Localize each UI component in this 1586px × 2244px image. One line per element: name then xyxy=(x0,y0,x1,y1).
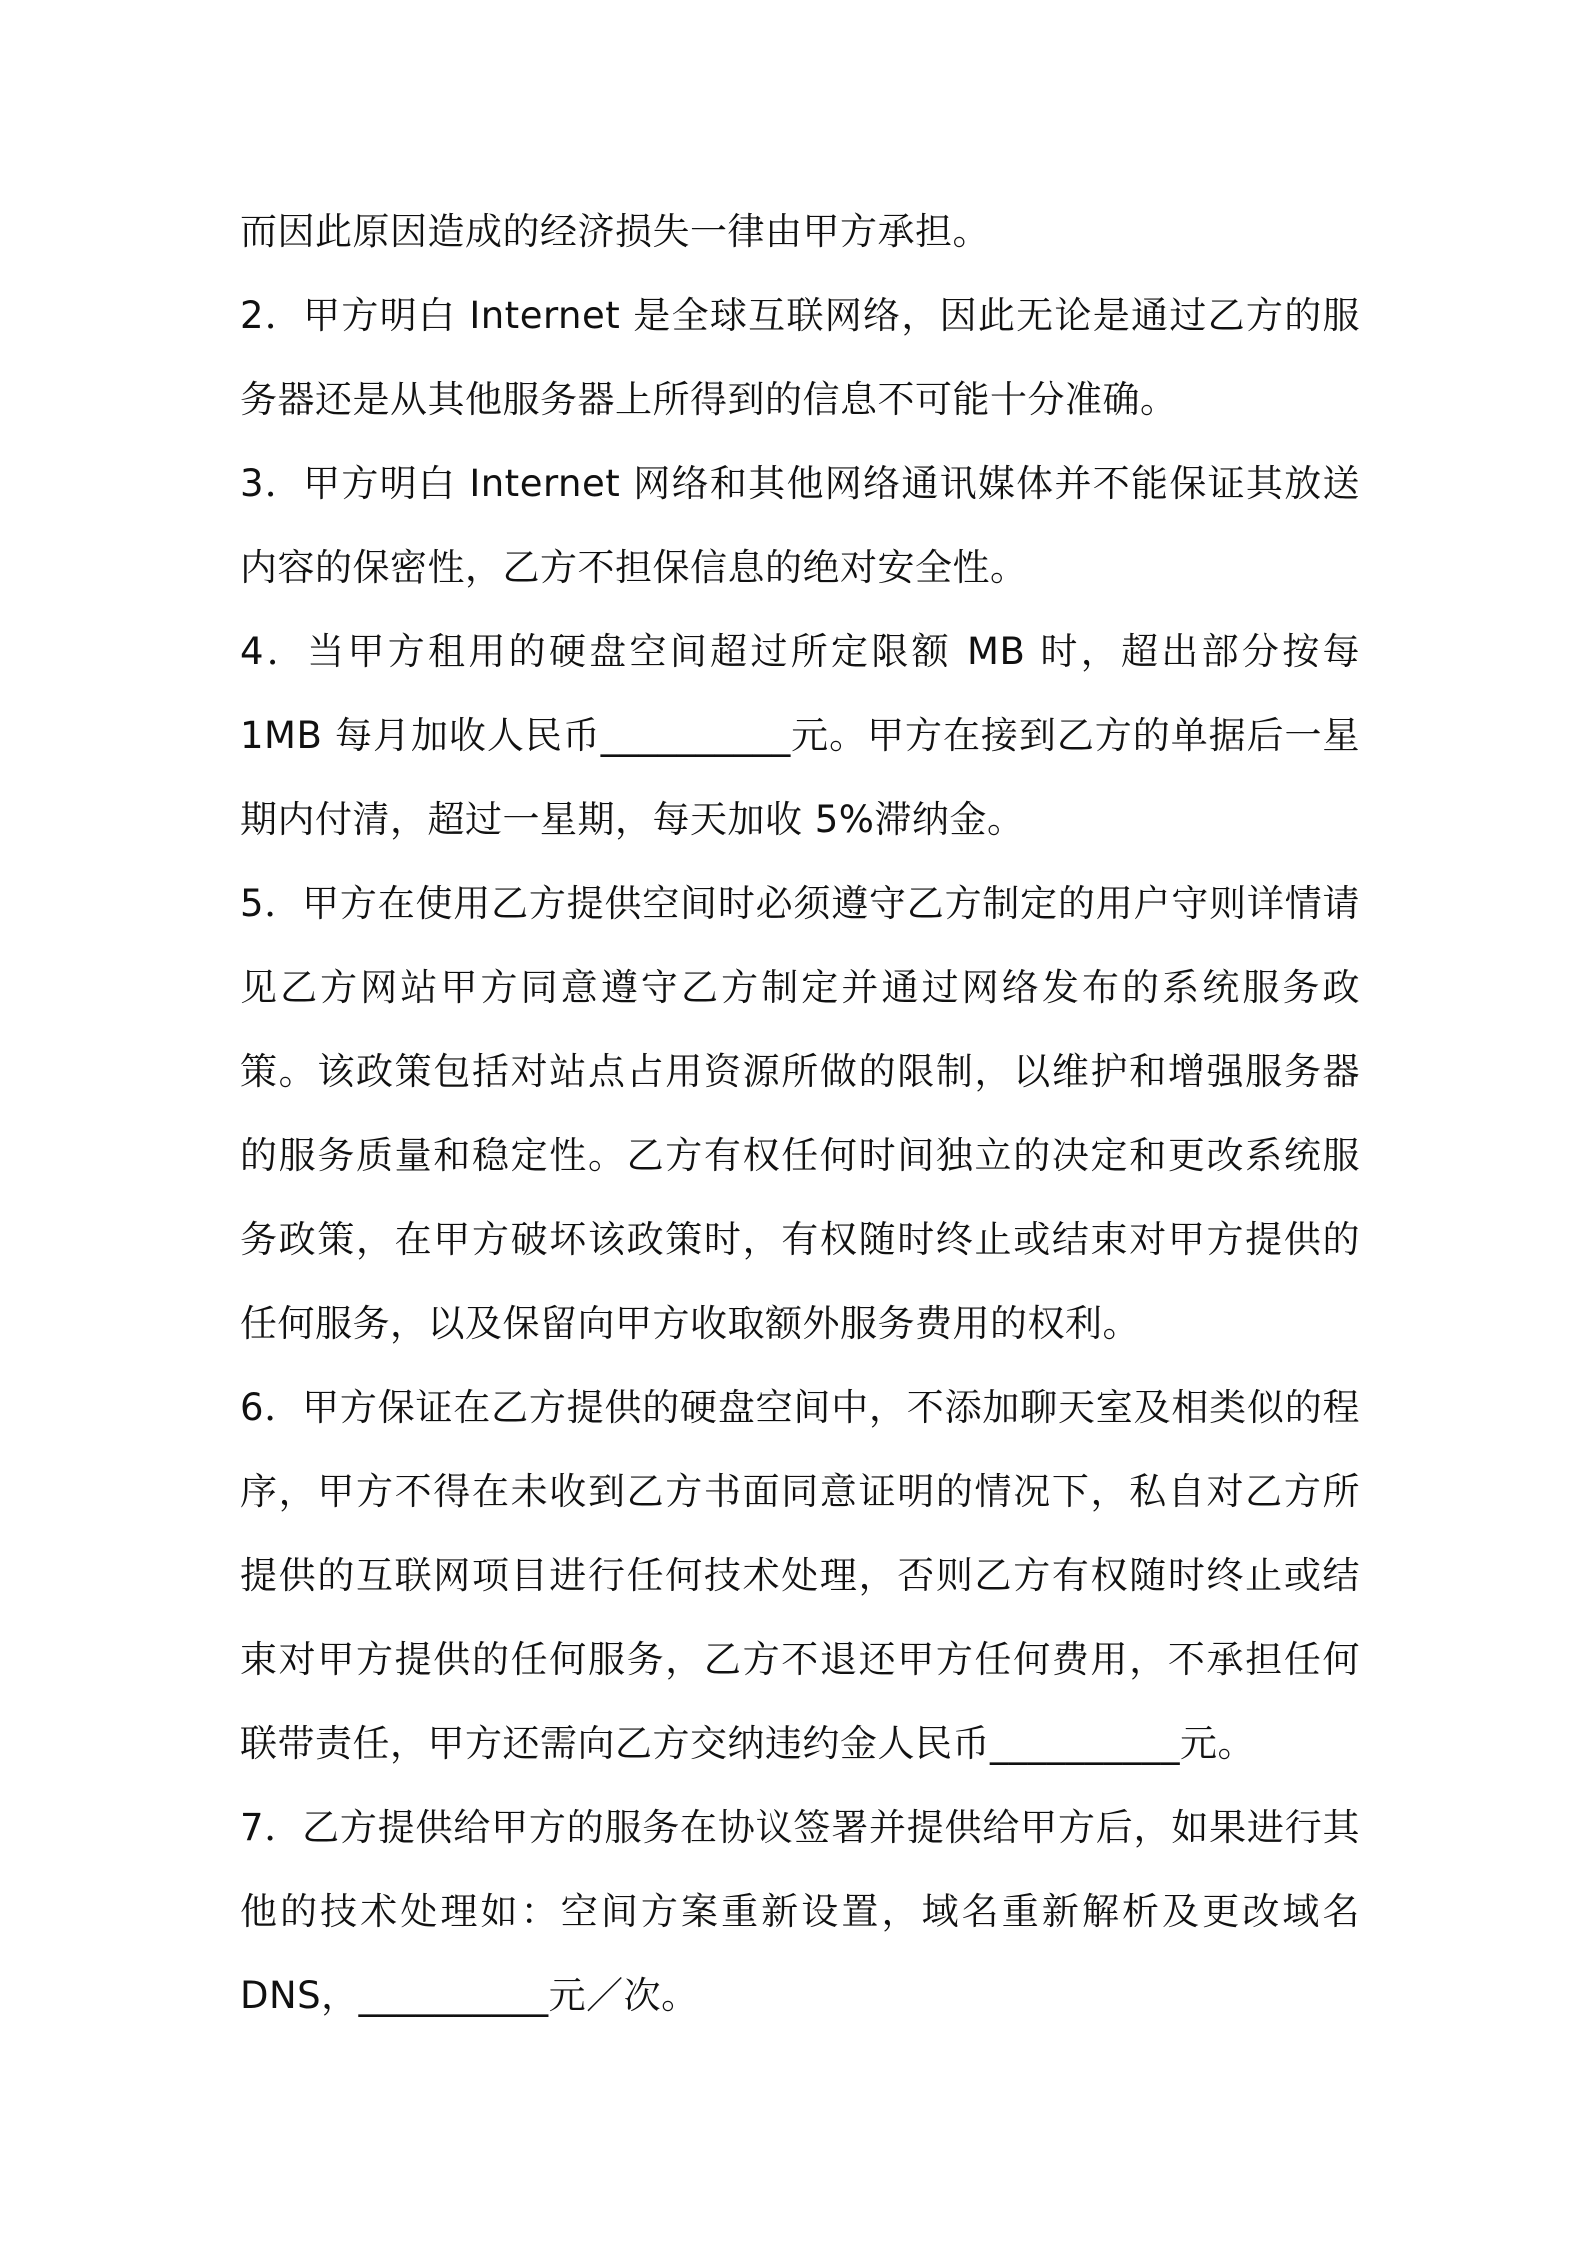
document-body xyxy=(240,190,1360,2038)
clause-6: 6．甲方保证在乙方提供的硬盘空间中，不添加聊天室及相类似的程序，甲方不得在未收到乙方书面同意证明的情况下，私自对乙方所提供的互联网项目进行任何技术处理，否则乙方有权随时终止或结束对甲方提供的任何服务，乙方不退还甲方任何费用，不承担任何联带责任，甲方还需向乙方交纳违约金人民币__________元。 xyxy=(240,1386,1360,1765)
clause-7: 7．乙方提供给甲方的服务在协议签署并提供给甲方后，如果进行其他的技术处理如：空间方案重新设置，域名重新解析及更改域名 DNS，__________元／次。 xyxy=(240,1806,1360,2017)
clause-4: 4．当甲方租用的硬盘空间超过所定限额 MB 时，超出部分按每 1MB 每月加收人民币__________元。甲方在接到乙方的单据后一星期内付清，超过一星期，每天加收 5%滞纳金。 xyxy=(240,630,1360,841)
paragraph-continuation: 而因此原因造成的经济损失一律由甲方承担。 xyxy=(240,210,990,253)
clause-5: 5．甲方在使用乙方提供空间时必须遵守乙方制定的用户守则详情请见乙方网站甲方同意遵守乙方制定并通过网络发布的系统服务政策。该政策包括对站点占用资源所做的限制，以维护和增强服务器的服务质量和稳定性。乙方有权任何时间独立的决定和更改系统服务政策，在甲方破坏该政策时，有权随时终止或结束对甲方提供的任何服务，以及保留向甲方收取额外服务费用的权利。 xyxy=(240,882,1360,1345)
clause-3: 3．甲方明白 Internet 网络和其他网络通讯媒体并不能保证其放送内容的保密性，乙方不担保信息的绝对安全性。 xyxy=(240,462,1360,589)
clause-2: 2．甲方明白 Internet 是全球互联网络，因此无论是通过乙方的服务器还是从其他服务器上所得到的信息不可能十分准确。 xyxy=(240,294,1360,421)
